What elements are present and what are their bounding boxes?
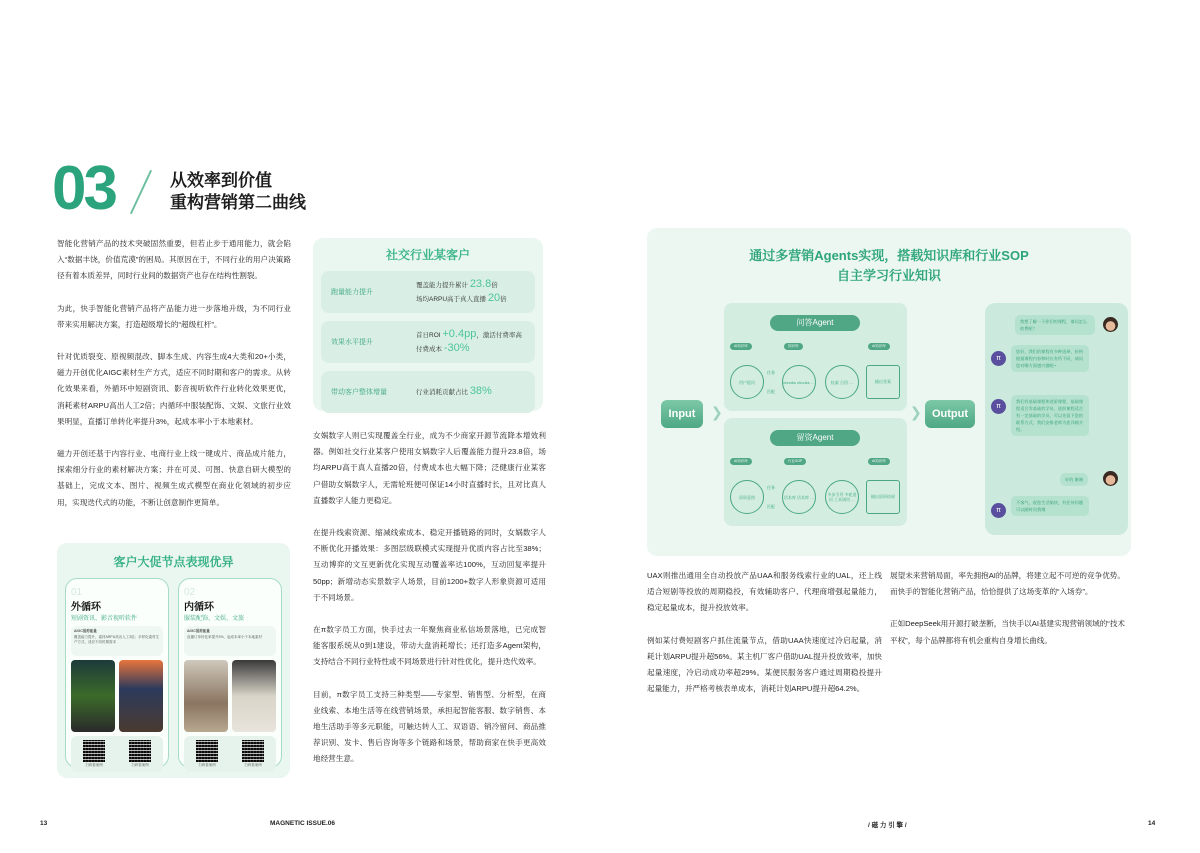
panel-number: 01 bbox=[71, 587, 83, 598]
card-title: 客户大促节点表现优异 bbox=[113, 555, 234, 569]
title-slash-divider bbox=[130, 170, 152, 214]
title-line-1: 从效率到价值 bbox=[170, 171, 272, 190]
agent-name: 留资Agent bbox=[770, 430, 860, 446]
panel-info-box bbox=[71, 626, 163, 656]
stat-row bbox=[321, 321, 535, 363]
right-column-2 bbox=[890, 568, 1125, 665]
agent-tag: AI知识库 bbox=[868, 458, 890, 465]
diagram-title: 通过多营销Agents实现，搭载知识库和行业SOP bbox=[749, 248, 1029, 263]
flow-node: 输出留资结果 bbox=[866, 480, 900, 514]
section-title bbox=[170, 170, 306, 214]
flow-node: 输出答案 bbox=[866, 365, 900, 399]
stat-label: 带动客户整体增量 bbox=[331, 389, 387, 396]
qa-agent-block bbox=[724, 303, 907, 411]
page-number-right: 14 bbox=[1148, 820, 1156, 827]
bot-message: 不客气，祝您生活愉快，有任何问题可以随时问我哦 bbox=[1011, 496, 1089, 516]
paragraph: 展望未来营销局面，率先拥抱AI的品牌，将建立起不可逆的竞争优势。而快手的智能化营销产品，恰恰提供了这场变革的“入场券”。 bbox=[890, 571, 1125, 597]
qr-label: 扫码看案例 bbox=[131, 763, 149, 767]
magazine-issue: MAGNETIC ISSUE.06 bbox=[270, 820, 336, 827]
left-column bbox=[57, 236, 291, 527]
box-title: AIGC混剪能量 bbox=[187, 629, 210, 633]
stat-label: 效果水平提升 bbox=[331, 339, 373, 346]
video-thumbnail[interactable] bbox=[184, 660, 228, 732]
stat-text: 场均ARPU高于真人直播 bbox=[416, 296, 487, 303]
flow-node: 用户提问 bbox=[730, 365, 764, 399]
qr-code[interactable] bbox=[129, 740, 151, 762]
flow-node: 多步引导 多轮追问 工具调用 … bbox=[825, 480, 859, 514]
stat-value: 23.8 bbox=[469, 278, 492, 290]
stat-values bbox=[416, 278, 507, 306]
panel-info-box bbox=[184, 626, 276, 656]
panel-heading: 外循环 bbox=[71, 602, 101, 613]
user-avatar bbox=[1103, 471, 1118, 486]
link-label: 匹配 bbox=[767, 504, 775, 509]
video-thumbnail[interactable] bbox=[232, 660, 276, 732]
inner-loop-panel bbox=[178, 578, 282, 768]
box-title: AIGC混剪能量 bbox=[74, 629, 97, 633]
stat-value: 20 bbox=[487, 292, 501, 304]
qr-label: 扫码看案例 bbox=[244, 763, 262, 767]
social-client-card bbox=[313, 238, 543, 411]
paragraph: 在π数字员工方面，快手过去一年聚焦商业私信场景落地，已完成智能客服系统从0到1建设，带动大盘消耗增长；还打造多Agent架构，支持结合不同行业特性或不同场景进行针对性优化，提升迭代效率。 bbox=[313, 625, 546, 667]
agent-tag: 知识库 bbox=[784, 343, 803, 350]
agent-tag: 行业SOP bbox=[784, 458, 806, 465]
box-text: 直播订单转化率提升3%，起成本率小于本地素材 bbox=[187, 634, 263, 639]
stat-value: +0.4pp bbox=[442, 328, 477, 340]
chat-example bbox=[985, 303, 1128, 535]
agent-tag: AI知识库 bbox=[868, 343, 890, 350]
paragraph: 正如DeepSeek用开源打破垄断，当快手以AI基建实现营销领域的“技术平权”，每个品牌都将有机会重构自身增长曲线。 bbox=[890, 619, 1126, 645]
panel-subtitle: 服装配饰、文娱、文旅 bbox=[184, 616, 245, 622]
video-thumbnail[interactable] bbox=[71, 660, 115, 732]
paragraph: 磁力开创还基于内容行业、电商行业上线一键成片、商品成片能力，探索细分行业的素材解决方案；并在可灵、可图、快意自研大模型的基础上，完成文本、图片、视频生成式模型在商业化领域的初步应用，实现迭代式的功能，不断让创意制作更简单。 bbox=[57, 449, 291, 507]
box-text: 覆盖能力提升，素材ARPU高出人工2倍；多样化素材生产方式，适应不同时期需求 bbox=[74, 634, 160, 644]
stat-text: 倍 bbox=[500, 296, 507, 303]
agent-tag: AI知识库 bbox=[730, 343, 752, 350]
agents-diagram bbox=[647, 228, 1131, 556]
bot-avatar: π bbox=[991, 351, 1006, 366]
diagram-subtitle: 自主学习行业知识 bbox=[836, 268, 941, 283]
section-number: 03 bbox=[52, 154, 115, 223]
paragraph: 在提升线索资源、缩减线索成本、稳定开播链路的同时，女娲数字人不断优化开播效果：多图层级联模式实现提升优质内容占比至38%；互动博弈的文互更新优化实现互动覆盖率达100%，互动回复率提升50pp；新增动态实景数字人场景，目前1200+数字人形象资源可适用于不同场景。 bbox=[313, 528, 546, 602]
chevron-right-icon: ❯ bbox=[711, 404, 723, 420]
panel-subtitle: 短剧资讯、影音视听软件 bbox=[71, 616, 138, 622]
flow-node: chunks chunks … bbox=[782, 365, 816, 399]
link-label: 任务 bbox=[767, 370, 775, 375]
bot-avatar: π bbox=[991, 503, 1006, 518]
stat-text: 首日ROI bbox=[416, 332, 441, 339]
qr-code[interactable] bbox=[196, 740, 218, 762]
stat-values bbox=[416, 328, 522, 356]
promo-card bbox=[57, 543, 290, 778]
card-title: 社交行业某客户 bbox=[385, 248, 470, 262]
video-thumbnail[interactable] bbox=[119, 660, 163, 732]
stat-value: 38% bbox=[469, 385, 492, 397]
stat-label: 跑量能力提升 bbox=[331, 289, 373, 296]
bot-message: 我们有基础课程和进阶课程，基础课程适合零基础的学员，进阶课程适合有一定基础的学员，可以先留下您的联系方式，我们安排老师为您详细介绍。 bbox=[1011, 395, 1089, 436]
link-label: 匹配 bbox=[767, 389, 775, 394]
panel-number: 02 bbox=[184, 587, 196, 598]
title-line-2: 重构营销第二曲线 bbox=[170, 193, 306, 212]
paragraph: 女娲数字人则已实现覆盖全行业，成为不少商家开源节流降本增效利器。例如社交行业某客户使用女娲数字人后覆盖能力提升23.8倍，场均ARPU高于真人直播20倍，付费成本也大幅下降；泛健康行业某客户借助女娲数字人，无需轮班便可保证14小时直播时长，且对比真人直播数字人能力更稳定。 bbox=[313, 431, 546, 505]
qr-code[interactable] bbox=[242, 740, 264, 762]
agent-name: 问答Agent bbox=[770, 315, 860, 331]
page-number-left: 13 bbox=[40, 820, 48, 827]
qr-code[interactable] bbox=[83, 740, 105, 762]
link-label: 任务 bbox=[767, 485, 775, 490]
stat-row bbox=[321, 371, 535, 413]
output-node: Output bbox=[925, 400, 975, 428]
lead-agent-block bbox=[724, 418, 907, 526]
qr-label: 扫码看案例 bbox=[85, 763, 103, 767]
right-column-1 bbox=[647, 568, 882, 713]
bot-avatar: π bbox=[991, 399, 1006, 414]
user-message: 好的 谢谢 bbox=[1060, 473, 1088, 486]
stat-text: 倍 bbox=[491, 282, 498, 289]
stat-value: -30% bbox=[443, 342, 470, 354]
flow-node: 留资意图 bbox=[730, 480, 764, 514]
stat-text: 付费成本 bbox=[416, 346, 442, 353]
paragraph: 例如某付费短剧客户抓住流量节点，借助UAA快速度过冷启起量，消耗计划ARPU提升超56%。某主机厂客户借助UAL提升投放效率，加快起量速度，冷启动成功率超29%。某便民服务客户通过周期稳投提升起量能力，并严格考核表单成本，消耗计划ARPU提升超64.2%。 bbox=[647, 635, 882, 694]
user-message: 我想了解一下你们的课程，请问怎么收费呢？ bbox=[1015, 315, 1095, 335]
flow-node: 话术库 话术库 … bbox=[782, 480, 816, 514]
paragraph: 针对优质裂变、原视频混改、脚本生成、内容生成4大类和20+小类，磁力开创优化AIGC素材生产方式，适应不同时期和客户的需求。从转化效果来看，外循环中短剧资讯、影音视听软件行业转化效果更优，消耗素材ARPU高出人工2倍；内循环中服装配饰、文娱、文旅行业效果明显，直播订单转化率提升3%，起成本率小于本地素材。 bbox=[57, 352, 291, 426]
paragraph: 为此，快手智能化营销产品将产品能力进一步落地升级，为不同行业带来实用解决方案，打造超级增长的“超级杠杆”。 bbox=[57, 303, 291, 329]
user-avatar bbox=[1103, 317, 1118, 332]
agent-tag: AI知识库 bbox=[730, 458, 752, 465]
bot-message: 您好，我们的课程有多种选择，价格根据课程内容和时长有所不同，请问您对哪方面感兴趣呢~ bbox=[1011, 345, 1089, 372]
middle-column bbox=[313, 428, 546, 784]
stat-row bbox=[321, 271, 535, 313]
stat-text: 行业消耗贡献占比 bbox=[416, 389, 468, 396]
paragraph: UAX则推出通用全自动投放产品UAA和服务线索行业的UAL，还上线适合短剧等投放的周期稳投，有效辅助客户、代理商增强起量能力，稳定起量成本，提升投放效率。 bbox=[647, 571, 882, 613]
chevron-right-icon: ❯ bbox=[910, 404, 922, 420]
section-name: / 磁 力 引 擎 / bbox=[868, 822, 907, 829]
paragraph: 目前，π数字员工支持三种类型——专家型、销售型、分析型，在商业线索、本地生活等在线营销场景，承担起智能客服、数字销售、本地生活助手等多元职能，可触达转人工、双语语、销冷留问、商品推荐识别、发卡、售后咨询等多个链路和场景，帮助商家在快手更高效地经营生意。 bbox=[313, 689, 546, 764]
panel-heading: 内循环 bbox=[184, 602, 214, 613]
stat-values bbox=[416, 385, 492, 399]
input-node: Input bbox=[661, 400, 703, 428]
stat-text: 覆盖能力提升累计 bbox=[416, 282, 468, 289]
stat-text: ，激活付费率高 bbox=[476, 332, 522, 339]
qr-label: 扫码看案例 bbox=[198, 763, 216, 767]
outer-loop-panel bbox=[65, 578, 169, 768]
paragraph: 智能化营销产品的技术突破固然重要，但若止步于通用能力，就会陷入“数据丰饶，价值荒漠”的困局。其原因在于，不同行业的用户决策路径有着本质差异，同时行业间的数据资产也存在结构性割裂。 bbox=[57, 239, 291, 281]
flow-node: 检索 召回 … bbox=[825, 365, 859, 399]
